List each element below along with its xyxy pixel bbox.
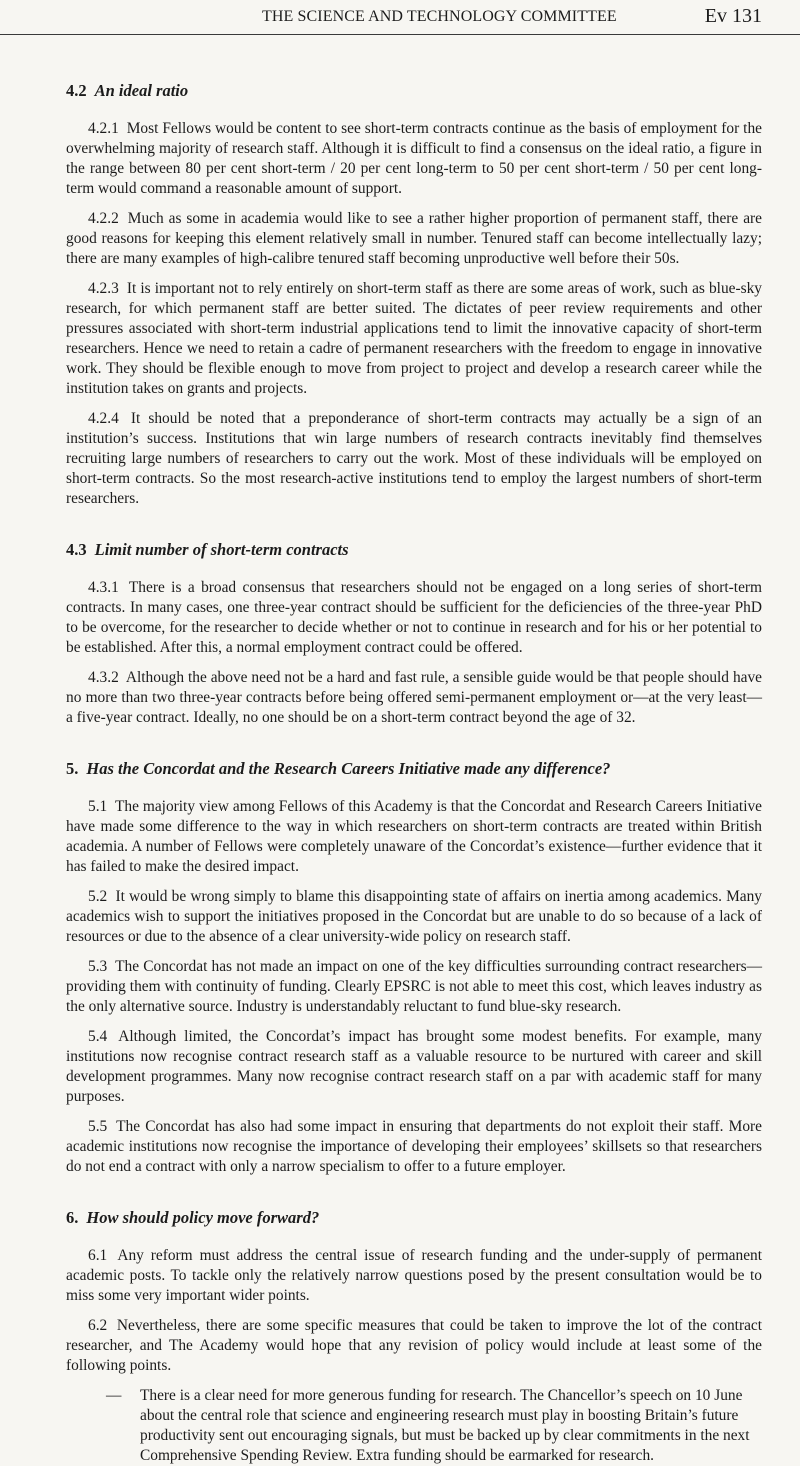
paragraph (66, 209, 762, 269)
paragraph-text: Although the above need not be a hard and fast rule, a sensible guide would be that people should have no more than two three-year contracts before being offered semi-permanent employment or—at the very least—a five-year contract. Ideally, no one should be on a short-term contract beyond the age of 32. (66, 669, 763, 726)
running-header (66, 0, 762, 38)
section-number: 5. (66, 759, 79, 778)
paragraph-number: 6.1 (88, 1247, 108, 1264)
section-title: Has the Concordat and the Research Careers Initiative made any difference? (86, 759, 611, 778)
paragraph-text: It is important not to rely entirely on short-term staff as there are some areas of work, such as blue-sky research, for which permanent staff are better suited. The dictates of peer review requirements and other pressures associated with short-term industrial applications tend to limit the innovative capacity of short-term researchers. Hence we need to retain a cadre of permanent researchers with the freedom to engage in innovative work. They should be flexible enough to move from project to project and develop a research career while the institution takes on grants and projects. (66, 280, 762, 397)
paragraph-text: It should be noted that a preponderance of short-term contracts may actually be a sign of an institution’s success. Institutions that win large numbers of research contracts inevitably find themselves recruiting large numbers of researchers to carry out the work. Most of these individuals will be employed on short-term contracts. So the most research-active institutions tend to employ the largest numbers of short-term researchers. (66, 410, 762, 507)
paragraph-number: 4.2.4 (88, 410, 119, 427)
document-body (66, 38, 762, 1466)
paragraph-number: 5.2 (88, 888, 108, 905)
paragraph-number: 4.2.3 (88, 280, 119, 297)
paragraph-text: It would be wrong simply to blame this disappointing state of affairs on inertia among academics. Many academics wish to support the initiatives proposed in the Concordat but are unable to do so because of a lack of resources or due to the absence of a clear university-wide policy on research staff. (66, 888, 762, 945)
paragraph-text: The majority view among Fellows of this Academy is that the Concordat and Research Careers Initiative have made some difference to the way in which researchers on short-term contracts are treated within British academia. A number of Fellows were completely unaware of the Concordat’s existence—further evidence that it has failed to make the desired impact. (66, 798, 762, 875)
paragraph-number: 5.1 (88, 798, 108, 815)
section-heading (66, 758, 762, 779)
paragraph (66, 1117, 762, 1177)
paragraph (66, 119, 762, 199)
paragraph-text: Although limited, the Concordat’s impact has brought some modest benefits. For example, many institutions now recognise contract research staff as a valuable resource to be nurtured with career and skill development programmes. Many now recognise contract research staff on a par with academic staff for many purposes. (66, 1028, 762, 1105)
paragraph (66, 409, 762, 509)
paragraph-number: 5.4 (88, 1028, 108, 1045)
header-rule (0, 34, 800, 35)
paragraph-text: Most Fellows would be content to see short-term contracts continue as the basis of employment for the overwhelming majority of research staff. Although it is difficult to find a consensus on the ideal ratio, a figure in the range between 80 per cent short-term / 20 per cent long-term to 50 per cent short-term / 50 per cent long-term would command a reasonable amount of support. (66, 120, 762, 197)
section-number: 4.3 (66, 540, 87, 559)
paragraph-number: 4.2.2 (88, 210, 119, 227)
paragraph (66, 1246, 762, 1306)
page-number: Ev 131 (704, 5, 762, 27)
paragraph-text: Nevertheless, there are some specific measures that could be taken to improve the lot of the contract researcher, and The Academy would hope that any revision of policy would include at least some of the following points. (66, 1317, 763, 1374)
section-title: Limit number of short-term contracts (94, 540, 349, 559)
paragraph-text: The Concordat has not made an impact on one of the key difficulties surrounding contract researchers—providing them with continuity of funding. Clearly EPSRC is not able to meet this cost, which leaves industry as the only alternative source. Industry is understandably reluctant to fund blue-sky research. (66, 958, 762, 1015)
section-number: 4.2 (66, 81, 87, 100)
paragraph-number: 4.3.2 (88, 669, 119, 686)
dash-marker: — (106, 1387, 122, 1404)
section-title: An ideal ratio (94, 81, 189, 100)
section-title: How should policy move forward? (86, 1208, 320, 1227)
paragraph (66, 668, 762, 728)
paragraph-number: 6.2 (88, 1317, 108, 1334)
paragraph-number: 4.2.1 (88, 120, 119, 137)
paragraph (66, 797, 762, 877)
paragraph (66, 279, 762, 399)
paragraph-number: 4.3.1 (88, 579, 119, 596)
paragraph (66, 887, 762, 947)
running-title: THE SCIENCE AND TECHNOLOGY COMMITTEE (262, 8, 617, 25)
section-heading (66, 1207, 762, 1228)
paragraph-text: Much as some in academia would like to see a rather higher proportion of permanent staff, there are good reasons for keeping this element relatively small in number. Tenured staff can become intellectually lazy; there are many examples of high-calibre tenured staff becoming unproductive well before their 50s. (66, 210, 762, 267)
section-number: 6. (66, 1208, 79, 1227)
paragraph-text: The Concordat has also had some impact in ensuring that departments do not exploit their staff. More academic institutions now recognise the importance of developing their employees’ skillsets so that researchers do not end a contract with only a narrow specialism to offer to a future employer. (66, 1118, 762, 1175)
paragraph-text: There is a broad consensus that researchers should not be engaged on a long series of short-term contracts. In many cases, one three-year contract should be sufficient for the deficiencies of the three-year PhD to be overcome, for the researcher to decide whether or not to continue in research and for his or her potential to be established. After this, a normal employment contract could be offered. (66, 579, 762, 656)
paragraph-number: 5.5 (88, 1118, 108, 1135)
section-heading (66, 80, 762, 101)
paragraph (66, 578, 762, 658)
list-item-text: There is a clear need for more generous funding for research. The Chancellor’s speech on 10 June about the central role that science and engineering research must play in boosting Britain’s future productivity sent out encouraging signals, but must be backed up by clear commitments in the next Comprehensive Spending Review. Extra funding should be earmarked for research. (140, 1387, 750, 1464)
paragraph (66, 957, 762, 1017)
paragraph (66, 1027, 762, 1107)
paragraph (66, 1316, 762, 1376)
section-heading (66, 539, 762, 560)
paragraph-number: 5.3 (88, 958, 108, 975)
list-item (66, 1386, 762, 1466)
paragraph-text: Any reform must address the central issue of research funding and the under-supply of permanent academic posts. To tackle only the relatively narrow questions posed by the present consultation would be to miss some very important wider points. (66, 1247, 762, 1304)
